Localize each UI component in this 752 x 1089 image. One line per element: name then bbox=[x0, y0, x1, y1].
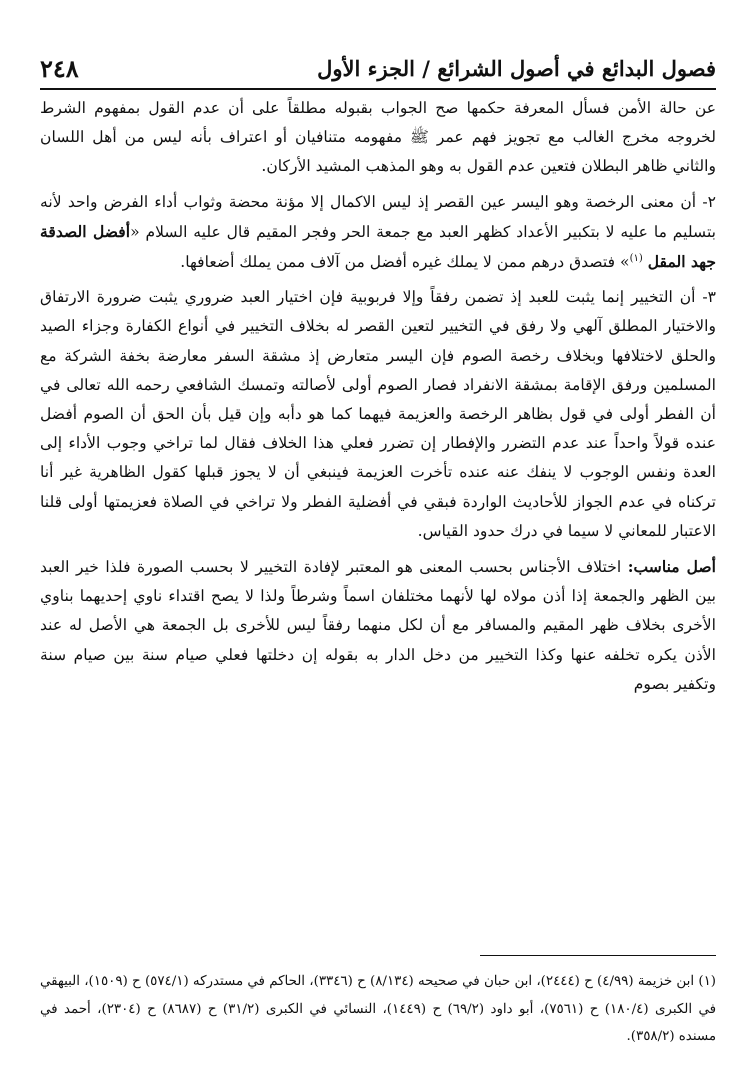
paragraph-2-text-end: » فتصدق درهم ممن لا يملك غيره أفضل من آلاف ممن يملك أضعافها. bbox=[180, 253, 630, 272]
footnote-1: (١) ابن خزيمة (٤/٩٩) ح (٢٤٤٤)، ابن حبان في صحيحه (٨/١٣٤) ح (٣٣٤٦)، الحاكم في مستدركه (٥٧٤/١) ح (١٥٠٩)، البيهقي في الكبرى (١٨٠/٤) ح (٧٥٦١)، أبو داود (٦٩/٢) ح (١٤٤٩)، النسائي في الكبرى (٣١/٢) ح (٨٦٨٧) ح (٢٣٠٤)، أحمد في مسنده (٣٥٨/٢). bbox=[39, 974, 717, 1044]
running-title: فصول البدائع في أصول الشرائع / الجزء الأول bbox=[317, 55, 716, 81]
footnote-rule bbox=[480, 955, 716, 956]
footnote-marker: (١) bbox=[629, 252, 643, 264]
paragraph-1: عن حالة الأمن فسأل المعرفة حكمها صح الجواب بقبوله مطلقاً على أن عدم القول بمفهوم الشرط لخروجه مخرج الغالب مع تجويز فهم عمر ﷺ مفهومه متنافيان أو اعتراف بأنه ليس من أهل اللسان والثاني ظاهر البطلان فتعين عدم القول به وهو المذهب المشيد الأركان. bbox=[40, 99, 716, 176]
main-text bbox=[40, 94, 716, 699]
paragraph-4-text: اختلاف الأجناس بحسب المعنى هو المعتبر لإفادة التخيير لا بحسب الصورة فلذا خير العبد بين الظهر والجمعة إذا أذن مولاه لها لأنهما مختلفان اسماً وشرطاً ولذا لا يصح اقتداء ناوي إحديهما بناوي الأخرى بخلاف ظهر المقيم والمسافر مع أن لكل منهما رفقاً ليس للأخرى بل الجمعة هي الأصل له عند الأذن يكره تخلفه عنها وكذا التخيير من دخل الدار به بقوله إن دخلتها فعلي صيام سنة بين صيام سنة وتكفير بصوم bbox=[40, 558, 716, 693]
paragraph-4 bbox=[40, 552, 716, 699]
page-header bbox=[40, 48, 716, 88]
paragraph-2-text-start: ٢- أن معنى الرخصة وهو اليسر عين القصر إذ ليس الاكمال إلا مؤنة محضة وثواب أداء الفرض واحد لأنه بتسليم ما عليه لا بتكبير الأعداد كظهر العبد مع جمعة الحر وفجر المقيم قال عليه السلام « bbox=[40, 192, 716, 241]
section-heading: أصل مناسب: bbox=[627, 557, 716, 577]
hadith-quote: أفضل الصدقة جهد المقل bbox=[40, 221, 716, 272]
header-rule bbox=[40, 88, 716, 90]
footnotes bbox=[40, 968, 716, 1051]
paragraph-2 bbox=[40, 188, 716, 278]
paragraph-3: ٣- أن التخيير إنما يثبت للعبد إذ تضمن رفقاً وإلا فربوبية فإن اختيار العبد ضروري يثبت ضرورة الارتفاق والاختيار المطلق آلهي ولا رفق في التخيير لتعين القصر له بخلاف التخيير في أنواع الكفارة وجزاء الصيد والحلق لاختلافها وبخلاف رخصة الصوم فإن اليسر متعارض إذ مشقة السفر معارضة بخفة الشركة مع المسلمين ورفق الإقامة بمشقة الانفراد فصار الصوم أولى لأصالته وتمسك الشافعي رحمه الله تعالى في أن الفطر أولى في قول بظاهر الرخصة والعزيمة فيهما كما هو دأبه وإن قيل بأن الحق أن الصوم أفضل عنده قولاً واحداً عند عدم التضرر والإفطار إن تضرر فعلي هذا الخلاف فقال لما تراخي وجوب الأداء إلى العدة ونفس الوجوب لا ينفك عنه عنده تأخرت العزيمة فينبغي أن لا يجوز قبلها كقول الظاهرية غير أنا تركناه في عدم الجواز للأحاديث الواردة فبقي في أفضلية الفطر ولا تراخي في الصلاة فعزيمتها أولى قلنا الاعتبار للمعاني لا سيما في درك حدود القياس. bbox=[40, 288, 716, 540]
page-number: ٢٤٨ bbox=[40, 53, 79, 83]
